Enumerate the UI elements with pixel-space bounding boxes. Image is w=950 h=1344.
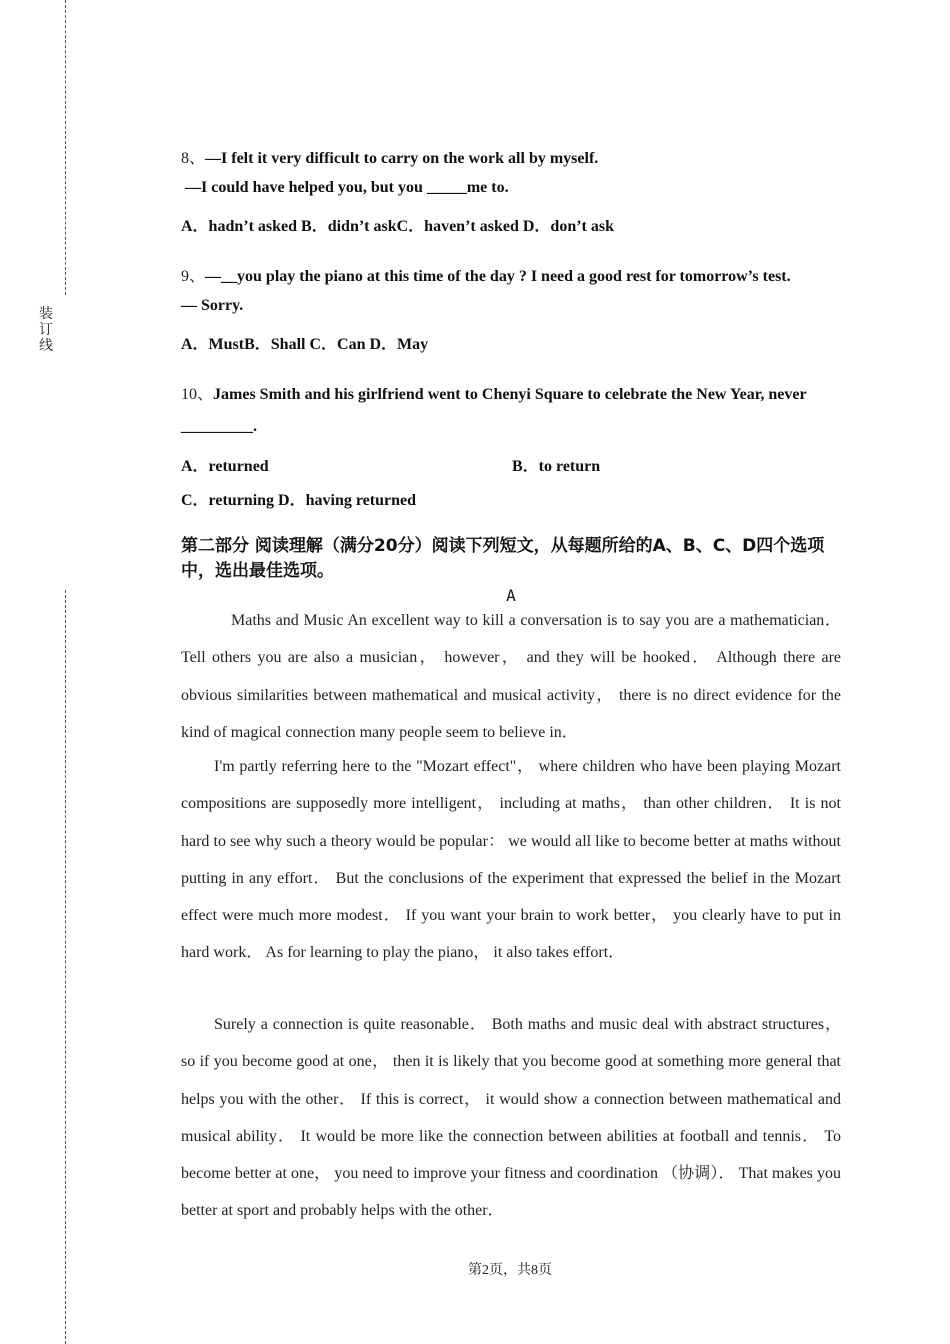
question-number: 8、 bbox=[181, 150, 206, 167]
question-9-options: A．MustB．Shall C．Can D．May bbox=[181, 336, 429, 353]
passage-label: A bbox=[506, 586, 516, 605]
page-number-footer: 第2页，共8页 bbox=[468, 1263, 552, 1278]
question-text: James Smith and his girlfriend went to Chenyi Square to celebrate the New Year, never bbox=[213, 386, 807, 403]
question-10-blank: _________. bbox=[181, 418, 257, 435]
passage-paragraph: Maths and Music An excellent way to kill a conversation is to say you are a mathematician． Tell others you are also a musician， however， and they will be hooked． Although there are obvious similarities between mathematical and musical activity， there is no direct evidence for the kind of magical connection many people seem to believe in． bbox=[181, 612, 841, 741]
question-10-option-b: B．to return bbox=[512, 458, 601, 475]
binding-label: 装订线 bbox=[39, 306, 53, 354]
question-9-reply: — Sorry. bbox=[181, 297, 244, 314]
question-text: —__you play the piano at this time of the day ? I need a good rest for tomorrow’s test. bbox=[205, 268, 791, 285]
question-9-prompt bbox=[181, 263, 791, 286]
question-10-prompt bbox=[181, 381, 807, 404]
passage-paragraph: Surely a connection is quite reasonable． Both maths and music deal with abstract structures， so if you become good at one， then it is likely that you become good at something more general that helps you with the other． If this is correct， it would show a connection between mathematical and musical ability． It would be more like the connection between abilities at football and tennis． To become better at one， you need to improve your fitness and coordination （协调）． That makes you better at sport and probably helps with the other． bbox=[181, 1016, 841, 1220]
question-text: —I felt it very difficult to carry on the work all by myself. bbox=[205, 150, 599, 167]
question-number: 10、 bbox=[181, 386, 214, 403]
section-title: 第二部分 阅读理解（满分20分）阅读下列短文，从每题所给的A、B、C、D四个选项中，选出最佳选项。 bbox=[181, 536, 825, 581]
question-8-reply: —I could have helped you, but you _____me to. bbox=[185, 179, 509, 196]
binding-dashed-line-bottom bbox=[65, 590, 66, 1344]
question-8-prompt bbox=[181, 145, 598, 168]
question-8-options: A．hadn’t asked B．didn’t askC．haven’t asked D．don’t ask bbox=[181, 218, 614, 235]
binding-dashed-line-top bbox=[65, 0, 66, 295]
question-10-options-cd: C．returning D．having returned bbox=[181, 492, 416, 509]
question-10-option-a: A．returned bbox=[181, 458, 269, 475]
question-number: 9、 bbox=[181, 268, 206, 285]
passage-paragraph: I'm partly referring here to the "Mozart effect"， where children who have been playing Mozart compositions are supposedly more intelligent， including at maths， than other children． It is not hard to see why such a theory would be popular： we would all like to become better at maths without putting in any effort． But the conclusions of the experiment that expressed the belief in the Mozart effect were much more modest． If you want your brain to work better， you clearly have to put in hard work． As for learning to play the piano， it also takes effort． bbox=[181, 758, 842, 962]
